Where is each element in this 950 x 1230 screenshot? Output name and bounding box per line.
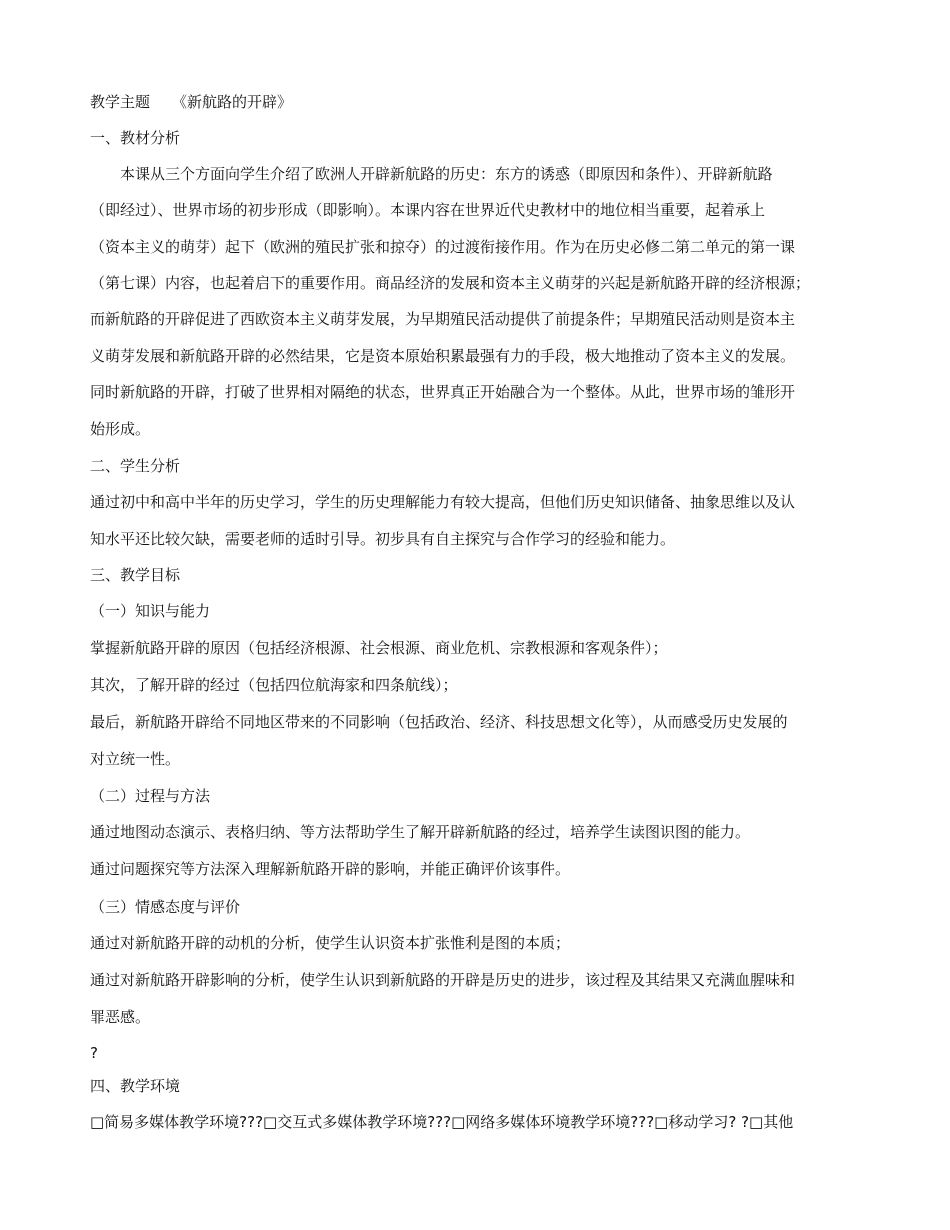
section-heading-1: 一、教材分析	[90, 129, 181, 147]
analysis-line: （资本主义的萌芽）起下（欧洲的殖民扩张和掠夺）的过渡衔接作用。作为在历史必修二第二单元的第一课	[90, 238, 796, 256]
title-label: 教学主题	[90, 93, 151, 111]
analysis-line: （即经过）、世界市场的初步形成（即影响）。本课内容在世界近代史教材中的地位相当重要，起着承上	[90, 201, 766, 219]
analysis-line: 义萌芽发展和新航路开辟的必然结果，它是资本原始积累最强有力的手段，极大地推动了资本主义的发展。	[90, 347, 796, 365]
goal-process-line: 通过问题探究等方法深入理解新航路开辟的影响，并能正确评价该事件。	[90, 860, 571, 878]
goal-knowledge-line: 掌握新航路开辟的原因（包括经济根源、社会根源、商业危机、宗教根源和客观条件）；	[90, 639, 668, 657]
goal-emotion-line: 通过对新航路开辟影响的分析，使学生认识到新航路的开辟是历史的进步，该过程及其结果又充满血腥味和	[90, 971, 796, 989]
goal-process-heading: （二）过程与方法	[90, 787, 211, 805]
section-heading-2: 二、学生分析	[90, 457, 181, 475]
analysis-line: （第七课）内容，也起着启下的重要作用。商品经济的发展和资本主义萌芽的兴起是新航路开辟的经济根源；	[90, 274, 811, 292]
goal-knowledge-heading: （一）知识与能力	[90, 602, 211, 620]
title-line	[90, 92, 860, 112]
analysis-line: 始形成。	[90, 420, 151, 438]
goal-knowledge-line: 最后，新航路开辟给不同地区带来的不同影响（包括政治、经济、科技思想文化等），从而感受历史发展的	[90, 713, 788, 731]
goal-emotion-heading: （三）情感态度与评价	[90, 898, 241, 916]
analysis-line: 而新航路的开辟促进了西欧资本主义萌芽发展，为早期殖民活动提供了前提条件；早期殖民活动则是资本主	[90, 310, 796, 328]
goal-emotion-line: 通过对新航路开辟的动机的分析，使学生认识资本扩张惟利是图的本质；	[90, 934, 571, 952]
goal-knowledge-line: 其次，了解开辟的经过（包括四位航海家和四条航线）；	[90, 676, 458, 694]
section-heading-3: 三、教学目标	[90, 566, 181, 584]
student-line: 通过初中和高中半年的历史学习，学生的历史理解能力有较大提高，但他们历史知识储备、抽象思维以及认	[90, 493, 796, 511]
student-line: 知水平还比较欠缺，需要老师的适时引导。初步具有自主探究与合作学习的经验和能力。	[90, 530, 676, 548]
goal-process-line: 通过地图动态演示、表格归纳、等方法帮助学生了解开辟新航路的经过，培养学生读图识图的能力。	[90, 823, 751, 841]
analysis-line: 同时新航路的开辟，打破了世界相对隔绝的状态，世界真正开始融合为一个整体。从此，世界市场的雏形开	[90, 383, 796, 401]
goal-emotion-line: 罪恶感。	[90, 1008, 151, 1026]
goal-emotion-line: ?	[90, 1044, 98, 1062]
section-heading-4: 四、教学环境	[90, 1077, 181, 1095]
environment-options: □简易多媒体教学环境???□交互式多媒体教学环境???□网络多媒体环境教学环境???□移动学习? ?□其他	[90, 1113, 794, 1131]
title-value: 《新航路的开辟》	[172, 93, 293, 111]
analysis-line: 本课从三个方面向学生介绍了欧洲人开辟新航路的历史：东方的诱惑（即原因和条件）、开辟新航路	[120, 165, 773, 183]
goal-knowledge-line: 对立统一性。	[90, 750, 181, 768]
